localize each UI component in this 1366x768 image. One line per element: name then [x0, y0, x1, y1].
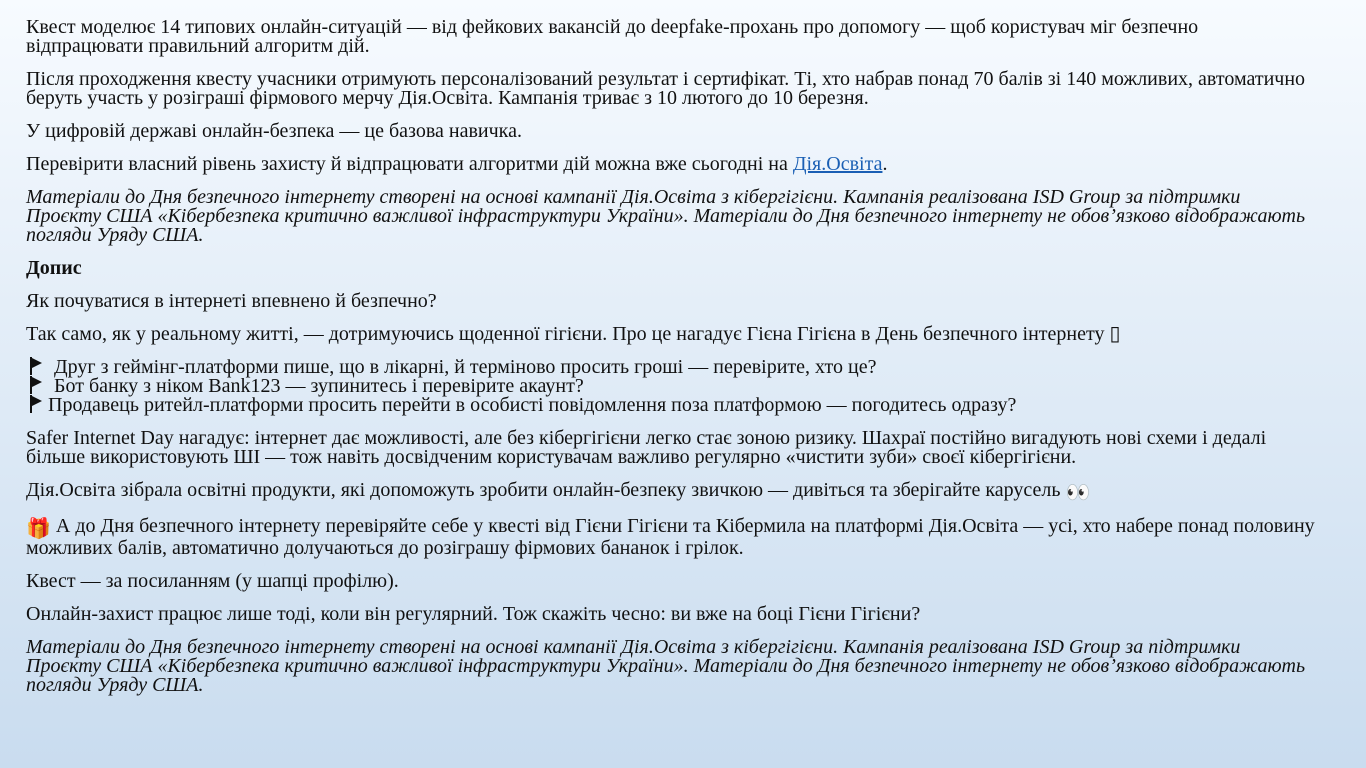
eyes-icon: 👀 — [1065, 482, 1091, 504]
carousel-text: Дія.Освіта зібрала освітні продукти, які допоможуть зробити онлайн-безпеку звичкою — дивіться та зберігайте карусель — [26, 479, 1066, 501]
safety-statement: У цифровій державі онлайн-безпека — це базова навичка. — [26, 120, 522, 142]
safer-internet-day-paragraph: Safer Internet Day нагадує: інтернет дає можливості, але без кібергігієни легко стає зоною ризику. Шахраї постійно вигадують нові схеми і дедалі більше використовують ШІ — тож навіть досвідченим користувачам важливо регулярно «чистити зуби» своєї кібергігієни. — [26, 427, 1267, 468]
quest-link-note: Квест — за посиланням (у шапці профілю). — [26, 570, 399, 592]
quest-results: Після проходження квесту учасники отримують персоналізований результат і сертифікат. Ті, хто набрав понад 70 балів зі 140 можливих, автоматично беруть участь у розіграші фірмового мерчу Дія.Освіта. Кампанія триває з 10 лютого до 10 березня. — [26, 68, 1306, 109]
quest-invite-paragraph — [26, 517, 1316, 558]
list-item — [26, 396, 1316, 415]
check-protection-end: . — [882, 153, 888, 175]
check-protection-text: Перевірити власний рівень захисту й відпрацювати алгоритми дій можна вже сьогодні на — [26, 153, 793, 175]
post-intro-text: Так само, як у реальному житті, — дотримуючись щоденної гігієни. Про це нагадує Гієна Гігієна в День безпечного інтернету — [26, 323, 1110, 345]
quest-invite-text: А до Дня безпечного інтернету перевіряйте себе у квесті від Гієни Гігієни та Кібермила на платформі Дія.Освіта — усі, хто набере понад половину можливих балів, автоматично долучаються до розіграшу фірмових бананок і грілок. — [26, 515, 1315, 559]
flag-icon — [28, 375, 46, 395]
flag-icon — [28, 394, 46, 414]
list-item-text: Бот банку з ніком Bank123 — зупинитесь і перевірите акаунт? — [54, 375, 584, 397]
quest-description: Квест моделює 14 типових онлайн-ситуацій — від фейкових вакансій до deepfake-прохань про допомогу — щоб користувач міг безпечно відпрацювати правильний алгоритм дій. — [26, 16, 1199, 57]
post-question: Як почуватися в інтернеті впевнено й безпечно? — [26, 290, 437, 312]
missing-glyph-emoji: ▯ — [1109, 323, 1121, 345]
disclaimer-top: Матеріали до Дня безпечного інтернету створені на основі кампанії Дія.Освіта з кібергігієни. Кампанія реалізована ISD Group за підтримки Проєкту США «Кібербезпека критично важливої інфраструктури України». Матеріали до Дня безпечного інтернету не обов’язково відображають погляди Уряду США. — [26, 186, 1306, 246]
disclaimer-bottom: Матеріали до Дня безпечного інтернету створені на основі кампанії Дія.Освіта з кібергігієни. Кампанія реалізована ISD Group за підтримки Проєкту США «Кібербезпека критично важливої інфраструктури України». Матеріали до Дня безпечного інтернету не обов’язково відображають погляди Уряду США. — [26, 636, 1306, 696]
closing-question: Онлайн-захист працює лише тоді, коли він регулярний. Тож скажіть чесно: ви вже на боці Гієни Гігієни? — [26, 603, 921, 625]
carousel-paragraph — [26, 481, 1316, 503]
check-protection-paragraph — [26, 155, 1316, 174]
list-item-text: Друг з геймінг-платформи пише, що в лікарні, й терміново просить гроші — перевірите, хто це? — [54, 356, 877, 378]
list-item-text: Продавець ритейл-платформи просить перейти в особисті повідомлення поза платформою — погодитесь одразу? — [48, 394, 1017, 416]
post-intro — [26, 325, 1316, 344]
post-heading: Допис — [26, 257, 82, 279]
gift-icon: 🎁 — [26, 518, 51, 540]
article-body — [26, 18, 1316, 709]
diia-osvita-link[interactable]: Дія.Освіта — [792, 153, 883, 175]
scenario-list — [26, 358, 1316, 415]
flag-icon — [28, 356, 46, 376]
